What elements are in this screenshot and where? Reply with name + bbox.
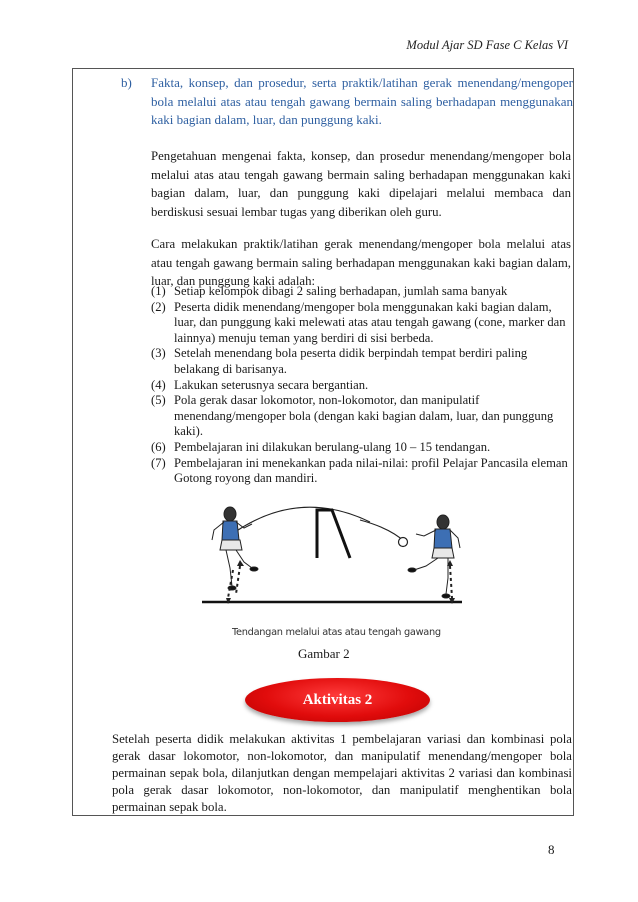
- step-number: (7): [151, 455, 166, 470]
- step-item: [151, 346, 571, 377]
- closing-paragraph: Setelah peserta didik melakukan aktivitas 1 pembelajaran variasi dan kombinasi pola gerak dasar lokomotor, non-lokomotor, dan manipulatif menendang/mengoper bola permainan sepak bola, dilanjutkan dengan mempelajari aktivitas 2 variasi dan kombinasi pola gerak dasar lokomotor, non-lokomotor, dan manipulatif menghentikan bola permainan sepak bola.: [112, 732, 572, 814]
- step-item: [151, 300, 571, 347]
- ball-trajectory-end: [360, 520, 405, 542]
- step-number: (2): [151, 299, 166, 314]
- activity-badge: [245, 678, 430, 722]
- step-item: [151, 284, 571, 300]
- ball-trajectory: [235, 507, 370, 532]
- kicking-illustration: [200, 500, 465, 645]
- step-text: Pembelajaran ini menekankan pada nilai-nilai: profil Pelajar Pancasila eleman Gotong royong dan mandiri.: [174, 455, 568, 486]
- ball-icon: [399, 538, 408, 547]
- step-text: Pembelajaran ini dilakukan berulang-ulang 10 – 15 tendangan.: [174, 439, 491, 454]
- paragraph-cara: Cara melakukan praktik/latihan gerak menendang/mengoper bola melalui atas atau tengah gawang bermain saling berhadapan menggunakan kaki bagian dalam, luar, dan punggung kaki adalah:: [151, 237, 571, 288]
- figure-label: Gambar 2: [298, 646, 350, 661]
- section-b: [121, 74, 573, 130]
- page-number: 8: [548, 842, 555, 857]
- activity-badge-label: Aktivitas 2: [302, 691, 373, 708]
- step-item: [151, 393, 571, 440]
- step-number: (6): [151, 439, 166, 454]
- figure-caption: Tendangan melalui atas atau tengah gawang: [232, 627, 441, 638]
- step-number: (5): [151, 393, 166, 408]
- step-number: (4): [151, 377, 166, 392]
- step-number: (1): [151, 284, 166, 298]
- step-text: Lakukan seterusnya secara bergantian.: [174, 377, 369, 392]
- section-b-marker: b): [121, 75, 132, 90]
- left-player-icon: [212, 507, 258, 590]
- goal-icon: [317, 510, 350, 558]
- paragraph-pengetahuan: Pengetahuan mengenai fakta, konsep, dan prosedur menendang/mengoper bola melalui atas atau tengah gawang bermain saling berhadapan menggunakan kaki bagian dalam, luar, dan punggung kaki dipelajari melalui membaca dan berdiskusi sesuai lembar tugas yang diberikan oleh guru.: [151, 149, 571, 219]
- step-text: Setelah menendang bola peserta didik berpindah tempat berdiri paling belakang di barisanya.: [174, 346, 528, 376]
- step-text: Peserta didik menendang/mengoper bola menggunakan kaki bagian dalam, luar, dan punggung kaki melewati atas atau tengah gawang (cone, marker dan lainnya) menuju teman yang berdiri di sisi berbeda.: [174, 299, 566, 345]
- section-b-text: Fakta, konsep, dan prosedur, serta praktik/latihan gerak menendang/mengoper bola melalui atas atau tengah gawang bermain saling berhadapan menggunakan kaki bagian dalam, luar, dan punggung kaki.: [151, 75, 573, 127]
- page-header: Modul Ajar SD Fase C Kelas VI: [406, 38, 568, 52]
- step-item: [151, 456, 571, 487]
- step-number: (3): [151, 346, 166, 361]
- step-text: Pola gerak dasar lokomotor, non-lokomotor, dan manipulatif menendang/mengoper bola (dengan kaki bagian dalam, luar, dan punggung kaki).: [174, 393, 554, 439]
- steps-list: [151, 284, 571, 487]
- step-item: [151, 440, 571, 456]
- step-item: [151, 378, 571, 394]
- step-text: Setiap kelompok dibagi 2 saling berhadapan, jumlah sama banyak: [174, 284, 508, 298]
